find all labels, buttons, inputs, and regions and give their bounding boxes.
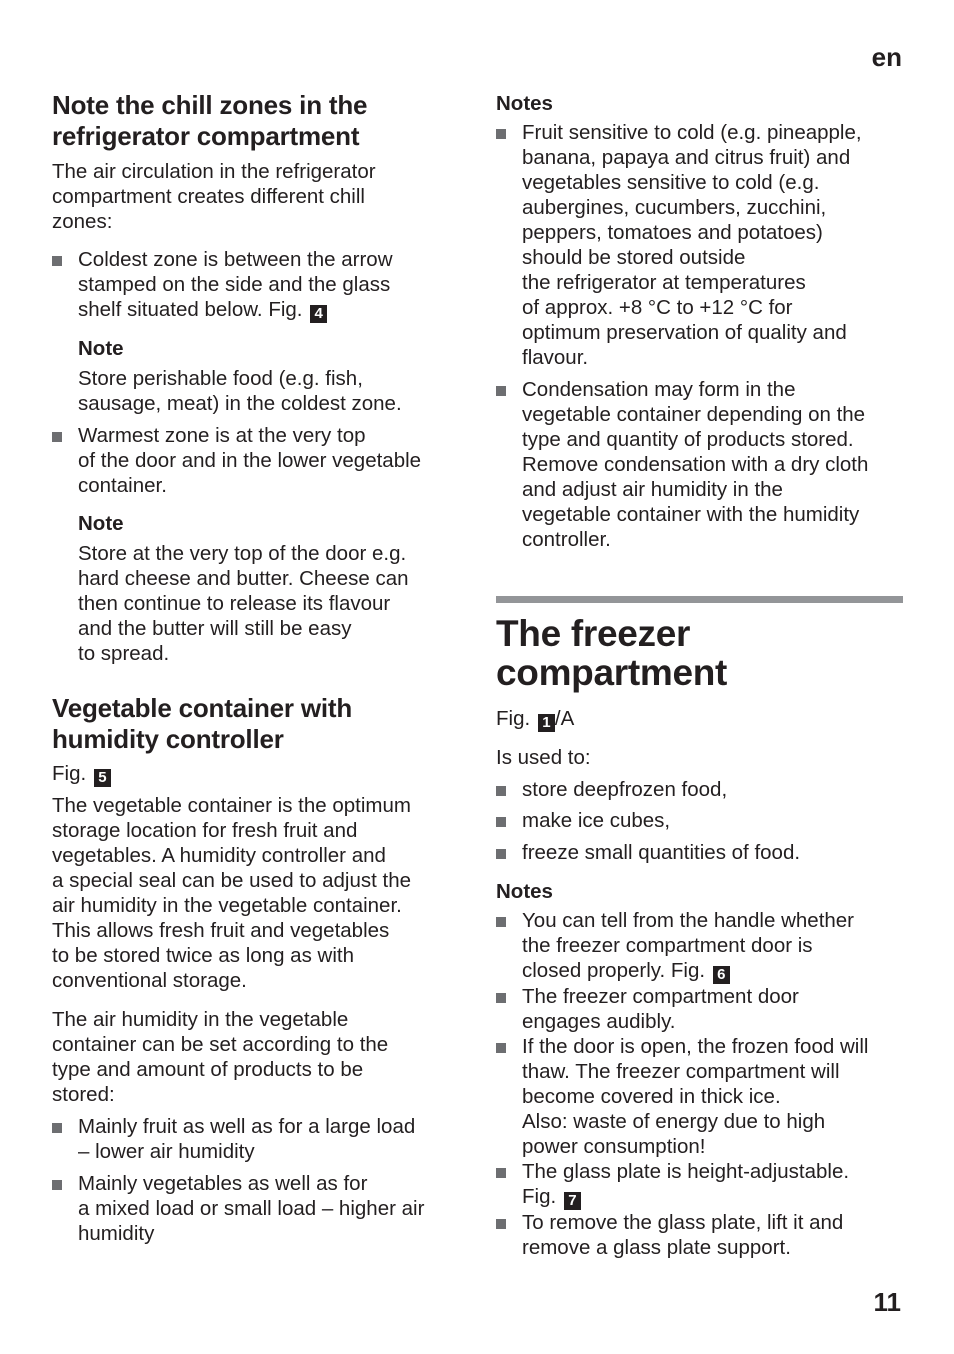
freezer-fig-ref: Fig. 1 /A [496, 707, 575, 731]
list-item: store deepfrozen food, [496, 777, 904, 802]
bullet-icon [496, 993, 506, 1003]
bullet-icon [496, 1219, 506, 1229]
veg-fig-ref: Fig. 5 [52, 761, 454, 787]
list-item: Mainly vegetables as well as for a mixed load or small load – higher air humidity [52, 1171, 454, 1246]
list-item: If the door is open, the frozen food will thaw. The freezer compartment will become covered in thick ice. Also: waste of energy due to high power consumption! [496, 1034, 904, 1159]
bullet-icon [496, 129, 506, 139]
note-text: Store at the very top of the door e.g. hard cheese and butter. Cheese can then continue to release its flavour and the butter will still be easy to spread. [78, 542, 409, 665]
section-divider [496, 596, 903, 603]
notes-list-1 [496, 120, 904, 552]
list-item: You can tell from the handle whether the freezer compartment door is closed properly. Fig. 6 [496, 908, 904, 984]
list-item: The freezer compartment door engages audibly. [496, 984, 904, 1034]
vegetable-container-heading: Vegetable container with humidity controller [52, 693, 353, 754]
note-text: Store perishable food (e.g. fish, sausage, meat) in the coldest zone. [78, 367, 402, 415]
notes-heading: Notes [496, 92, 553, 115]
figure-ref-badge: 5 [94, 769, 111, 787]
list-item: Mainly fruit as well as for a large load – lower air humidity [52, 1114, 454, 1164]
note-heading: Note [78, 512, 124, 535]
figure-ref-badge: 4 [310, 305, 327, 323]
chill-zones-heading: Note the chill zones in the refrigerator compartment [52, 90, 368, 151]
bullet-icon [496, 1043, 506, 1053]
veg-paragraph-2: The air humidity in the vegetable container can be set according to the type and amount of products to be stored: [52, 1008, 389, 1106]
list-item: To remove the glass plate, lift it and remove a glass plate support. [496, 1210, 904, 1260]
freezer-heading: The freezer compartment [496, 613, 728, 693]
list-item: Condensation may form in the vegetable container depending on the type and quantity of products stored. Remove condensation with a dry cloth and adjust air humidity in the vegetable container with the humidity controller. [496, 377, 904, 552]
bullet-icon [52, 256, 62, 266]
bullet-icon [52, 1123, 62, 1133]
figure-ref-badge: 6 [713, 966, 730, 984]
list-item: The glass plate is height-adjustable. Fig. 7 [496, 1159, 904, 1210]
bullet-icon [52, 432, 62, 442]
freezer-notes-list [496, 908, 904, 1260]
figure-ref-badge: 7 [564, 1192, 581, 1210]
list-item: freeze small quantities of food. [496, 840, 904, 865]
used-to-text: Is used to: [496, 746, 591, 769]
bullet-icon [496, 917, 506, 927]
freezer-notes-heading: Notes [496, 880, 553, 903]
bullet-icon [496, 386, 506, 396]
note-2 [52, 511, 454, 666]
figure-ref-badge: 1 [538, 714, 555, 732]
list-item: make ice cubes, [496, 808, 904, 833]
page-number: 11 [873, 1287, 901, 1317]
list-item: Fruit sensitive to cold (e.g. pineapple, banana, papaya and citrus fruit) and vegetables sensitive to cold (e.g. aubergines, cucumbers, zucchini, peppers, tomatoes and potatoes) should be stored outside the refrigerator at temperatures of approx. +8 °C to +12 °C for optimum preservation of quality and flavour. [496, 120, 904, 370]
note-1 [52, 336, 454, 416]
bullet-icon [496, 849, 506, 859]
list-item: Coldest zone is between the arrow stamped on the side and the glass shelf situated below. Fig. 4 [52, 247, 454, 323]
language-tag: en [871, 42, 902, 72]
bullet-icon [52, 1180, 62, 1190]
chill-bullet-1 [52, 247, 454, 323]
note-heading: Note [78, 337, 124, 360]
bullet-icon [496, 817, 506, 827]
veg-bullets [52, 1114, 454, 1246]
bullet-icon [496, 786, 506, 796]
chill-bullet-2 [52, 423, 454, 498]
bullet-icon [496, 1168, 506, 1178]
list-item: Warmest zone is at the very top of the door and in the lower vegetable container. [52, 423, 454, 498]
chill-intro: The air circulation in the refrigerator compartment creates different chill zones: [52, 160, 376, 233]
veg-paragraph-1: The vegetable container is the optimum storage location for fresh fruit and vegetables. A humidity controller and a special seal can be used to adjust the air humidity in the vegetable container. This allows fresh fruit and vegetables to be stored twice as long as with conventional storage. [52, 794, 411, 992]
uses-list [496, 777, 904, 865]
